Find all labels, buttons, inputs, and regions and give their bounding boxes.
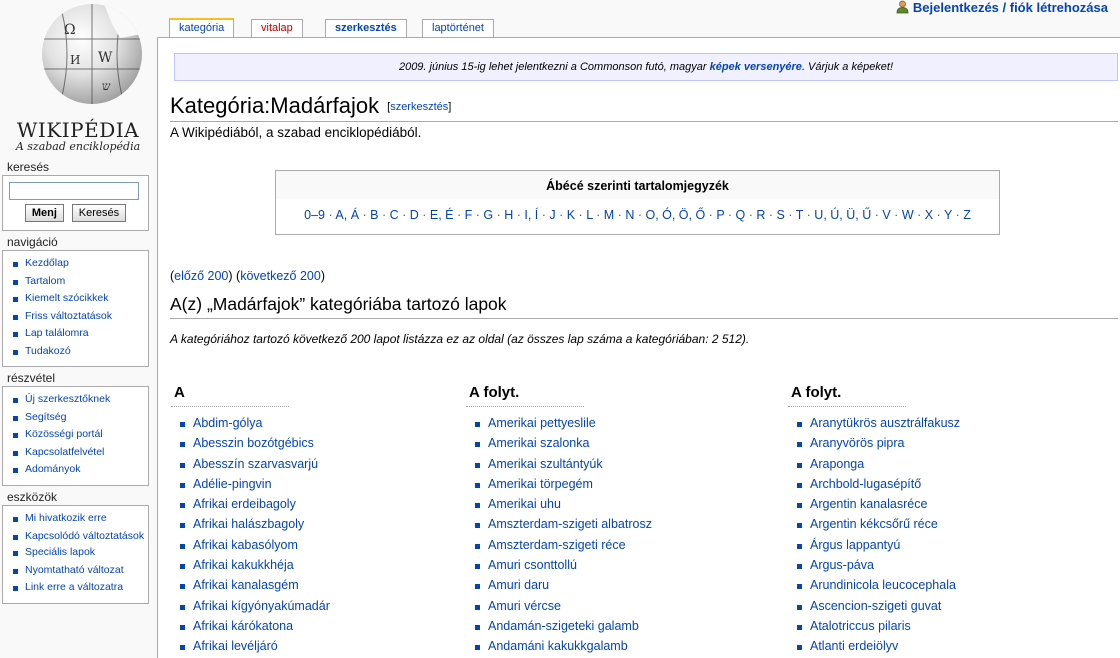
next-page-link[interactable]: következő 200 [240, 269, 321, 283]
list-item [788, 474, 960, 494]
alphabetical-toc [275, 170, 1000, 235]
toc-letter-link[interactable]: W [901, 208, 914, 222]
article-link[interactable]: Afrikai halászbagoly [193, 517, 305, 532]
sidebar-item-contact[interactable]: Kapcsolatfelvétel [25, 445, 105, 458]
list-item [171, 413, 330, 433]
toc-letter-link[interactable]: V [882, 208, 891, 222]
sidebar-item-what-links-here[interactable]: Mi hivatkozik erre [25, 512, 107, 524]
toc-letter-link[interactable]: Z [963, 208, 971, 222]
article-link[interactable]: Amerikai törpegém [488, 476, 593, 491]
list-item [171, 636, 330, 656]
sidebar-item-community-portal[interactable]: Közösségi portál [25, 428, 103, 440]
toc-letter-link[interactable]: B [370, 208, 379, 222]
toc-letter-link[interactable]: Q [735, 208, 746, 222]
login-link[interactable]: Bejelentkezés / fiók létrehozása [912, 0, 1108, 15]
tab-talk-label: vitalap [261, 22, 293, 34]
tab-edit[interactable] [325, 19, 407, 38]
toc-letter-link[interactable]: G [483, 208, 494, 222]
site-notice-text-after: . Várjuk a képeket! [801, 61, 894, 73]
list-item [788, 494, 960, 514]
prev-page-link[interactable]: előző 200 [174, 269, 229, 283]
svg-text:ש: ש [102, 79, 111, 93]
page-title [170, 93, 451, 120]
list-item [171, 575, 330, 595]
list-item [466, 535, 652, 555]
toc-letter-list [276, 199, 999, 234]
article-link[interactable]: Amszterdam-szigeti réce [488, 537, 626, 552]
list-item [466, 413, 652, 433]
column-1 [171, 383, 330, 657]
toc-separator: · [325, 208, 336, 222]
list-item [171, 596, 330, 616]
svg-text:W: W [98, 50, 113, 66]
sidebar-item-permalink[interactable]: Link erre a változatra [25, 581, 124, 593]
toc-title: Ábécé szerinti tartalomjegyzék [546, 179, 729, 193]
sidebar-item-special-pages[interactable]: Speciális lapok [25, 546, 96, 558]
toc-letter-link[interactable]: T [795, 208, 804, 222]
list-item [466, 616, 652, 636]
navigation-portlet-title: navigáció [7, 235, 58, 249]
article-link[interactable]: Argentin kanalasréce [810, 497, 928, 512]
toc-separator: · [933, 208, 944, 222]
article-link[interactable]: Amuri daru [488, 578, 550, 593]
navigation-portlet-body [2, 250, 149, 367]
article-link[interactable]: Amuri vércse [488, 598, 561, 613]
search-button[interactable]: Keresés [72, 204, 126, 222]
list-item [171, 616, 330, 636]
sidebar-item-printable[interactable]: Nyomtatható változat [25, 563, 124, 576]
article-link[interactable]: Abdim-gólya [193, 416, 263, 430]
article-link[interactable]: Andamán-szigeteki galamb [488, 618, 639, 633]
toc-separator: · [555, 208, 567, 222]
tab-history[interactable] [422, 19, 494, 38]
toc-separator: · [538, 208, 550, 222]
logo-wordmark: WIKIPÉDIA [16, 118, 140, 142]
toc-separator: · [745, 208, 757, 222]
page-title-text: Kategória:Madárfajok [170, 93, 380, 118]
sidebar-item-donations[interactable]: Adományok [25, 463, 81, 475]
article-link[interactable]: Amerikai uhu [488, 497, 561, 512]
article-link[interactable]: Amerikai szalonka [488, 436, 590, 451]
list-item [466, 596, 652, 616]
svg-text:И: И [70, 53, 81, 67]
site-notice-text-before: 2009. június 15-ig lehet jelentkezni a Commonson futó, magyar [398, 61, 710, 73]
toc-letter-link[interactable]: K [566, 208, 576, 222]
toc-letter-link[interactable]: M [603, 208, 615, 222]
list-item [171, 454, 330, 474]
list-item [788, 514, 960, 534]
article-link[interactable]: Atlanti erdeiölyv [810, 639, 899, 654]
toc-separator: · [378, 208, 390, 222]
toc-separator: · [724, 208, 736, 222]
toc-letter-link[interactable]: U, Ú, Ü, Ű [814, 208, 872, 222]
search-portlet [2, 160, 149, 231]
toc-letter-link[interactable]: 0–9 [304, 208, 325, 222]
list-item [171, 555, 330, 575]
toc-separator: · [398, 208, 410, 222]
toc-letter-link[interactable]: O, Ó, Ö, Ő [645, 208, 706, 222]
article-link[interactable]: Abesszin bozótgébics [193, 436, 314, 451]
toc-letter-link[interactable]: J [549, 208, 556, 222]
toc-letter-link[interactable]: H [504, 208, 514, 222]
user-icon [896, 0, 909, 14]
list-item [466, 474, 652, 494]
article-link[interactable]: Afrikai kabasólyom [193, 537, 298, 552]
toc-separator: · [871, 208, 883, 222]
column-1-heading: A [171, 383, 289, 407]
list-item [788, 636, 960, 656]
participation-portlet-title: részvétel [7, 371, 56, 385]
list-item [466, 636, 652, 656]
article-link[interactable]: Afrikai kígyónyakúmadár [193, 598, 330, 613]
toc-letter-link[interactable]: P [716, 208, 725, 222]
article-link[interactable]: Afrikai kárókatona [193, 618, 294, 633]
sidebar-item-featured[interactable]: Kiemelt szócikkek [25, 292, 109, 304]
title-divider [170, 121, 1118, 122]
toc-separator: · [592, 208, 604, 222]
edit-section-link[interactable]: szerkesztés [390, 101, 449, 113]
toc-letter-link[interactable]: L [586, 208, 593, 222]
logo-tagline: A szabad enciklopédia [15, 140, 141, 153]
toc-separator: · [634, 208, 646, 222]
toc-separator: · [418, 208, 430, 222]
participation-portlet-body [2, 386, 149, 486]
sidebar-item-reference-desk[interactable]: Tudakozó [25, 344, 71, 357]
article-link[interactable]: Afrikai kanalasgém [193, 578, 299, 593]
column-3-list [788, 413, 960, 657]
toc-separator: · [952, 208, 964, 222]
article-link[interactable]: Arundinicola leucocephala [810, 578, 956, 593]
column-1-list [171, 413, 330, 657]
toc-separator: · [359, 208, 371, 222]
list-item [466, 575, 652, 595]
list-item [788, 535, 960, 555]
article-link[interactable]: Amszterdam-szigeti albatrosz [488, 517, 652, 532]
article-link[interactable]: Afrikai levéljáró [193, 639, 278, 654]
list-item [466, 454, 652, 474]
article-link[interactable]: Afrikai erdeibagoly [193, 497, 296, 512]
article-link[interactable]: Atalotriccus pilaris [810, 618, 911, 633]
toc-letter-link[interactable]: E, É [429, 208, 454, 222]
article-link[interactable]: Andamáni kakukkgalamb [488, 639, 628, 654]
toc-separator: · [784, 208, 796, 222]
toc-letter-link[interactable]: N [625, 208, 635, 222]
list-item [466, 555, 652, 575]
article-link[interactable]: Aranyvörös pipra [810, 436, 905, 451]
toc-letter-link[interactable]: R [756, 208, 766, 222]
toc-separator: · [913, 208, 925, 222]
section-divider [170, 318, 1118, 319]
list-item [171, 433, 330, 453]
sidebar-item-help[interactable]: Segítség [25, 410, 67, 423]
tab-category[interactable] [169, 18, 234, 38]
toc-separator: · [453, 208, 465, 222]
article-link[interactable]: Aranytükrös ausztrálfakusz [810, 416, 961, 430]
tools-portlet [2, 490, 149, 604]
category-description: A kategóriához tartozó következő 200 lapot listázza ez az oldal (az összes lap száma a kategóriában: 2 512). [170, 332, 750, 346]
toc-separator: · [803, 208, 815, 222]
search-input[interactable] [9, 182, 139, 200]
site-notice [174, 53, 1118, 81]
article-link[interactable]: Afrikai kakukkhéja [193, 558, 294, 573]
toc-letter-link[interactable]: I, Í [524, 208, 539, 222]
personal-toolbar [896, 0, 1108, 18]
tools-portlet-title: eszközök [7, 490, 58, 504]
tab-talk[interactable] [251, 19, 303, 38]
tab-history-label: laptörténet [432, 22, 484, 34]
article-link[interactable]: Amerikai pettyeslile [488, 416, 596, 430]
article-link[interactable]: Ascencion-szigeti guvat [810, 598, 942, 613]
tab-edit-label: szerkesztés [335, 22, 397, 34]
toc-letter-link[interactable]: D [409, 208, 419, 222]
navigation-portlet [2, 235, 149, 367]
list-item [788, 433, 960, 453]
participation-portlet [2, 371, 149, 486]
sidebar-item-recent-changes[interactable]: Friss változtatások [25, 309, 112, 322]
toc-separator: · [765, 208, 777, 222]
toc-letter-link[interactable]: S [776, 208, 785, 222]
site-notice-link[interactable]: képek versenyére [709, 61, 802, 73]
pagination: (előző 200) (következő 200) [170, 269, 325, 283]
article-link[interactable]: Araponga [810, 456, 865, 471]
toc-separator: · [493, 208, 505, 222]
article-link[interactable]: Argus-páva [810, 558, 874, 573]
toc-separator: · [513, 208, 525, 222]
sidebar-item-new-editors[interactable]: Új szerkesztőknek [25, 393, 111, 405]
article-link[interactable]: Abesszín szarvasvarjú [193, 456, 319, 471]
list-item [788, 454, 960, 474]
svg-text:Ω: Ω [64, 22, 76, 38]
toc-letter-link[interactable]: Y [943, 208, 953, 222]
section-heading: A(z) „Madárfajok” kategóriába tartozó lapok [170, 294, 507, 314]
sidebar-item-related-changes[interactable]: Kapcsolódó változtatások [25, 529, 145, 542]
article-link[interactable]: Árgus lappantyú [810, 537, 901, 552]
list-item [466, 433, 652, 453]
sidebar-item-contents[interactable]: Tartalom [25, 274, 66, 287]
list-item [466, 514, 652, 534]
list-item [171, 494, 330, 514]
search-portlet-title: keresés [7, 160, 50, 174]
column-2-heading: A folyt. [466, 383, 584, 407]
column-2-list [466, 413, 652, 657]
list-item [788, 575, 960, 595]
list-item [171, 514, 330, 534]
toc-letter-link[interactable]: A, Á [335, 208, 360, 222]
column-3-heading: A folyt. [788, 383, 906, 407]
toc-separator: · [575, 208, 587, 222]
edit-section: [szerkesztés] [387, 101, 452, 113]
sidebar-item-random[interactable]: Lap találomra [25, 327, 89, 339]
toc-letter-link[interactable]: F [464, 208, 473, 222]
toc-separator: · [614, 208, 626, 222]
tab-category-label: kategória [179, 22, 225, 34]
article-link[interactable]: Adélie-pingvin [193, 476, 272, 491]
column-3 [788, 383, 960, 657]
list-item [788, 616, 960, 636]
toc-letter-link[interactable]: X [924, 208, 934, 222]
list-item [788, 413, 960, 433]
toc-separator: · [705, 208, 717, 222]
article-link[interactable]: Argentin kékcsőrű réce [810, 517, 938, 532]
article-link[interactable]: Amerikai szultántyúk [488, 456, 603, 471]
puzzle-globe-icon [42, 4, 142, 104]
toc-letter-link[interactable]: C [389, 208, 399, 222]
search-portlet-body [2, 175, 149, 231]
article-link[interactable]: Amuri csonttollú [488, 558, 577, 573]
toc-separator: · [472, 208, 484, 222]
list-item [466, 494, 652, 514]
wikipedia-logo[interactable] [6, 0, 148, 158]
sidebar-item-main-page[interactable]: Kezdőlap [25, 257, 69, 269]
list-item [171, 474, 330, 494]
list-item [788, 555, 960, 575]
column-2 [466, 383, 652, 657]
main-content [157, 37, 1120, 658]
toc-separator: · [890, 208, 902, 222]
list-item [788, 596, 960, 616]
list-item [171, 535, 330, 555]
site-sub: A Wikipédiából, a szabad enciklopédiából. [170, 125, 422, 140]
tools-portlet-body [2, 505, 149, 604]
go-button[interactable]: Menj [25, 204, 64, 222]
article-link[interactable]: Archbold-lugasépítő [810, 476, 922, 491]
